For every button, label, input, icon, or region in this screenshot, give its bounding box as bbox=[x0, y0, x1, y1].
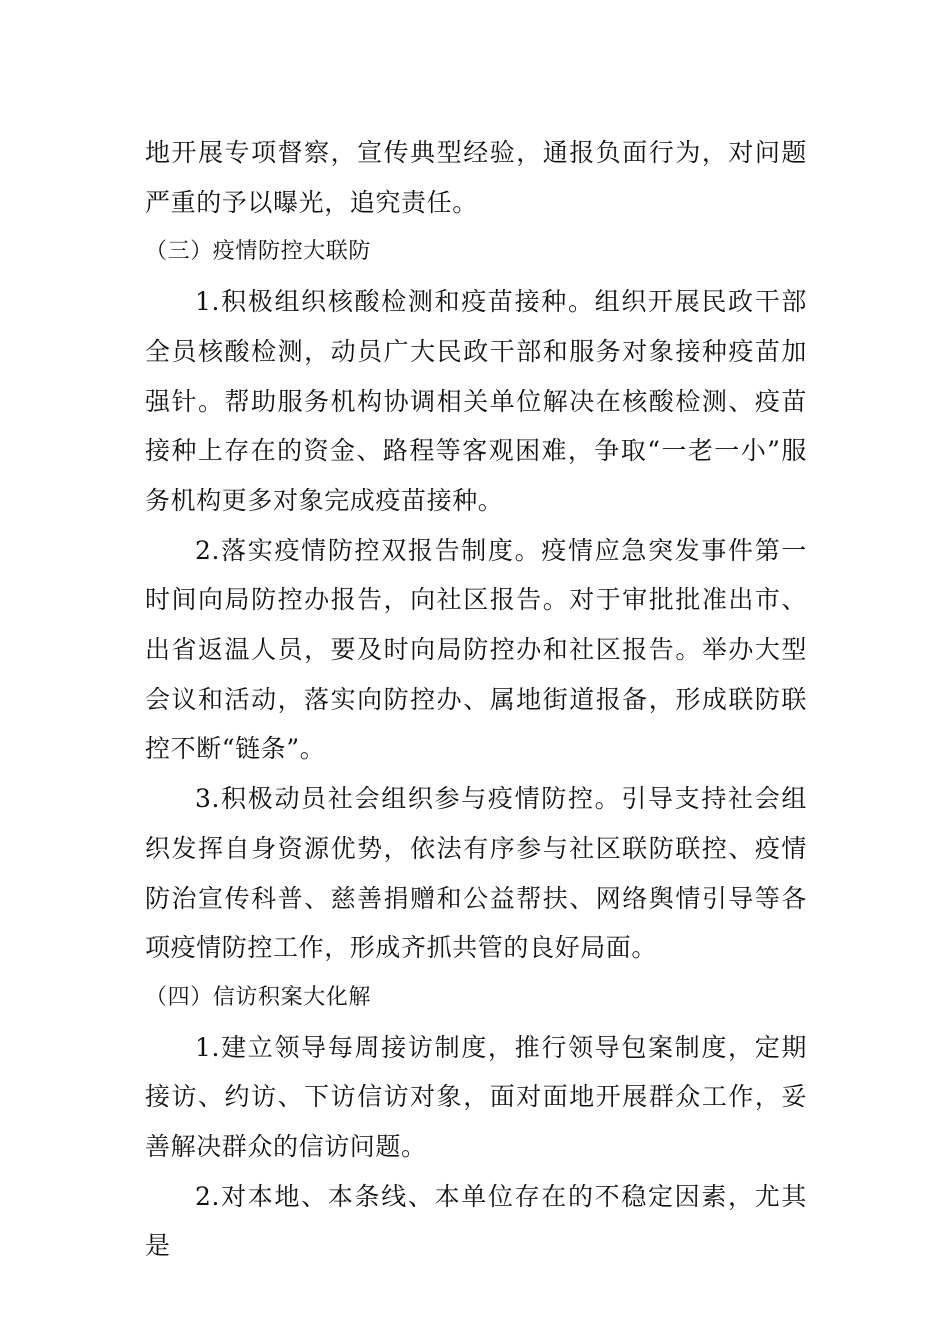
paragraph-social-organizations: 3.积极动员社会组织参与疫情防控。引导支持社会组织发挥自身资源优势，依法有序参与社区联防联控、疫情防治宣传科普、慈善捐赠和公益帮扶、网络舆情引导等各项疫情防控工作，形成齐抓共管的良好局面。 bbox=[145, 784, 807, 963]
paragraph-leader-reception: 1.建立领导每周接访制度，推行领导包案制度，定期接访、约访、下访信访对象，面对面地开展群众工作，妥善解决群众的信访问题。 bbox=[145, 1032, 807, 1162]
paragraph-instability-factors: 2.对本地、本条线、本单位存在的不稳定因素，尤其是 bbox=[145, 1181, 807, 1261]
paragraph-nucleic-vaccine: 1.积极组织核酸检测和疫苗接种。组织开展民政干部全员核酸检测，动员广大民政干部和服务对象接种疫苗加强针。帮助服务机构协调相关单位解决在核酸检测、疫苗接种上存在的资金、路程等客观困难，争取“一老一小”服务机构更多对象完成疫苗接种。 bbox=[145, 287, 807, 515]
section-heading-petition: （四）信访积案大化解 bbox=[145, 984, 372, 1010]
paragraph-continuation: 地开展专项督察，宣传典型经验，通报负面行为，对问题严重的予以曝光，追究责任。 bbox=[145, 138, 807, 217]
document-body bbox=[145, 128, 807, 1271]
section-heading-epidemic-prevention: （三）疫情防控大联防 bbox=[145, 239, 372, 265]
paragraph-dual-report: 2.落实疫情防控双报告制度。疫情应急突发事件第一时间向局防控办报告，向社区报告。对于审批批准出市、出省返温人员，要及时向局防控办和社区报告。举办大型会议和活动，落实向防控办、属地街道报备，形成联防联控不断“链条”。 bbox=[145, 535, 807, 764]
